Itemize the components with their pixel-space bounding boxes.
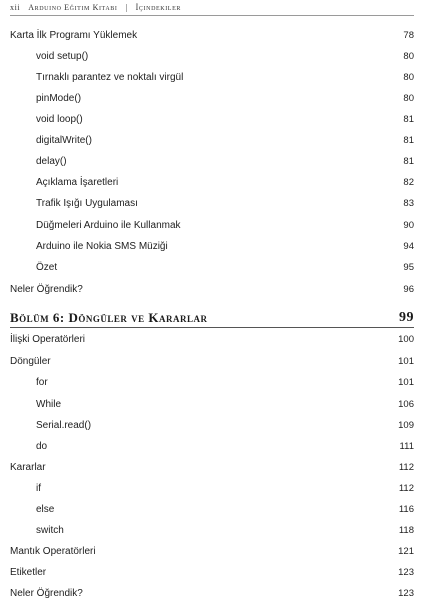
toc-entry-page: 81 [403,135,414,146]
toc-entry-title: Serial.read() [36,420,92,431]
toc-entry-page: 123 [398,567,414,578]
toc-entry-page: 81 [403,114,414,125]
toc-entry [10,522,414,539]
toc-entry [10,132,414,149]
toc-entry-title: Trafik Işığı Uygulaması [36,198,138,209]
toc-entry [10,331,414,348]
toc-entry [10,259,414,276]
chapter-page: 99 [399,310,414,325]
toc-entry-page: 80 [403,72,414,83]
toc-entry-title: While [36,399,62,410]
toc-entry-page: 83 [403,198,414,209]
toc-entry [10,281,414,298]
toc-entry-page: 78 [403,30,414,41]
toc-entry-page: 95 [403,262,414,273]
toc-entry-page: 111 [399,441,414,452]
header-separator: | [125,3,128,12]
toc-entry-page: 100 [398,334,414,345]
toc-entry-title: Düğmeleri Arduino ile Kullanmak [36,220,181,231]
toc-entry-title: do [36,441,48,452]
book-title: Arduino Eğitim Kitabı [28,3,118,12]
toc-entry-title: Arduino ile Nokia SMS Müziği [36,241,168,252]
chapter-title: Bölüm 6: Döngüler ve Kararlar [10,310,208,325]
toc-entry-page: 96 [403,284,414,295]
toc-entry-title: void setup() [36,51,89,62]
toc-entry-title: İlişki Operatörleri [10,334,86,345]
toc-entry [10,195,414,212]
toc-entry-page: 106 [398,399,414,410]
toc-entry-title: Karta İlk Programı Yüklemek [10,30,138,41]
toc-entry [10,48,414,65]
toc-entry-page: 90 [403,220,414,231]
toc-entry [10,480,414,497]
toc-entry [10,111,414,128]
running-head [10,0,414,16]
toc-entry-title: Açıklama İşaretleri [36,177,119,188]
toc-entry [10,543,414,560]
toc-entry [10,564,414,581]
toc-entry-page: 94 [403,241,414,252]
toc-entry-title: Kararlar [10,462,46,473]
toc-entry-page: 116 [398,504,414,515]
toc-entry [10,459,414,476]
toc-entry-title: void loop() [36,114,83,125]
toc-entry-title: Neler Öğrendik? [10,284,83,295]
toc-entry [10,438,414,455]
chapter-heading [10,308,414,328]
toc-entry [10,69,414,86]
toc-entry [10,217,414,234]
toc-entry-page: 82 [403,177,414,188]
toc-entry-title: else [36,504,55,515]
toc-entry-page: 81 [403,156,414,167]
toc-entry-page: 109 [398,420,414,431]
toc-entry [10,501,414,518]
toc-entry-page: 121 [398,546,414,557]
toc-entry-title: delay() [36,156,67,167]
toc-entry-title: Neler Öğrendik? [10,588,83,599]
toc-entry-page: 112 [398,483,414,494]
toc-entry [10,374,414,391]
toc-entry [10,396,414,413]
toc-entry [10,585,414,602]
toc-entry-title: digitalWrite() [36,135,92,146]
toc-entry-title: pinMode() [36,93,82,104]
toc-entry-title: Döngüler [10,356,51,367]
toc-entry [10,153,414,170]
section-title: İçindekiler [135,3,181,12]
toc-entry-title: Etiketler [10,567,47,578]
toc-entry-title: if [36,483,41,494]
toc-entry-page: 101 [398,356,414,367]
toc-entry [10,90,414,107]
toc-entry-title: for [36,377,48,388]
toc-entry-page: 112 [398,462,414,473]
toc-entry-title: switch [36,525,64,536]
toc-entry-title: Mantık Operatörleri [10,546,96,557]
page-number: xii [10,3,21,12]
toc-entry [10,27,414,44]
toc-entry [10,238,414,255]
toc-entry-page: 80 [403,51,414,62]
toc-entry-title: Özet [36,262,58,273]
toc-entry [10,417,414,434]
toc-entry-page: 80 [403,93,414,104]
toc-entry [10,174,414,191]
toc-entry [10,353,414,370]
toc-entry-page: 123 [398,588,414,599]
toc-entry-page: 118 [398,525,414,536]
toc-entry-title: Tırnaklı parantez ve noktalı virgül [36,72,184,83]
toc-entry-page: 101 [398,377,414,388]
